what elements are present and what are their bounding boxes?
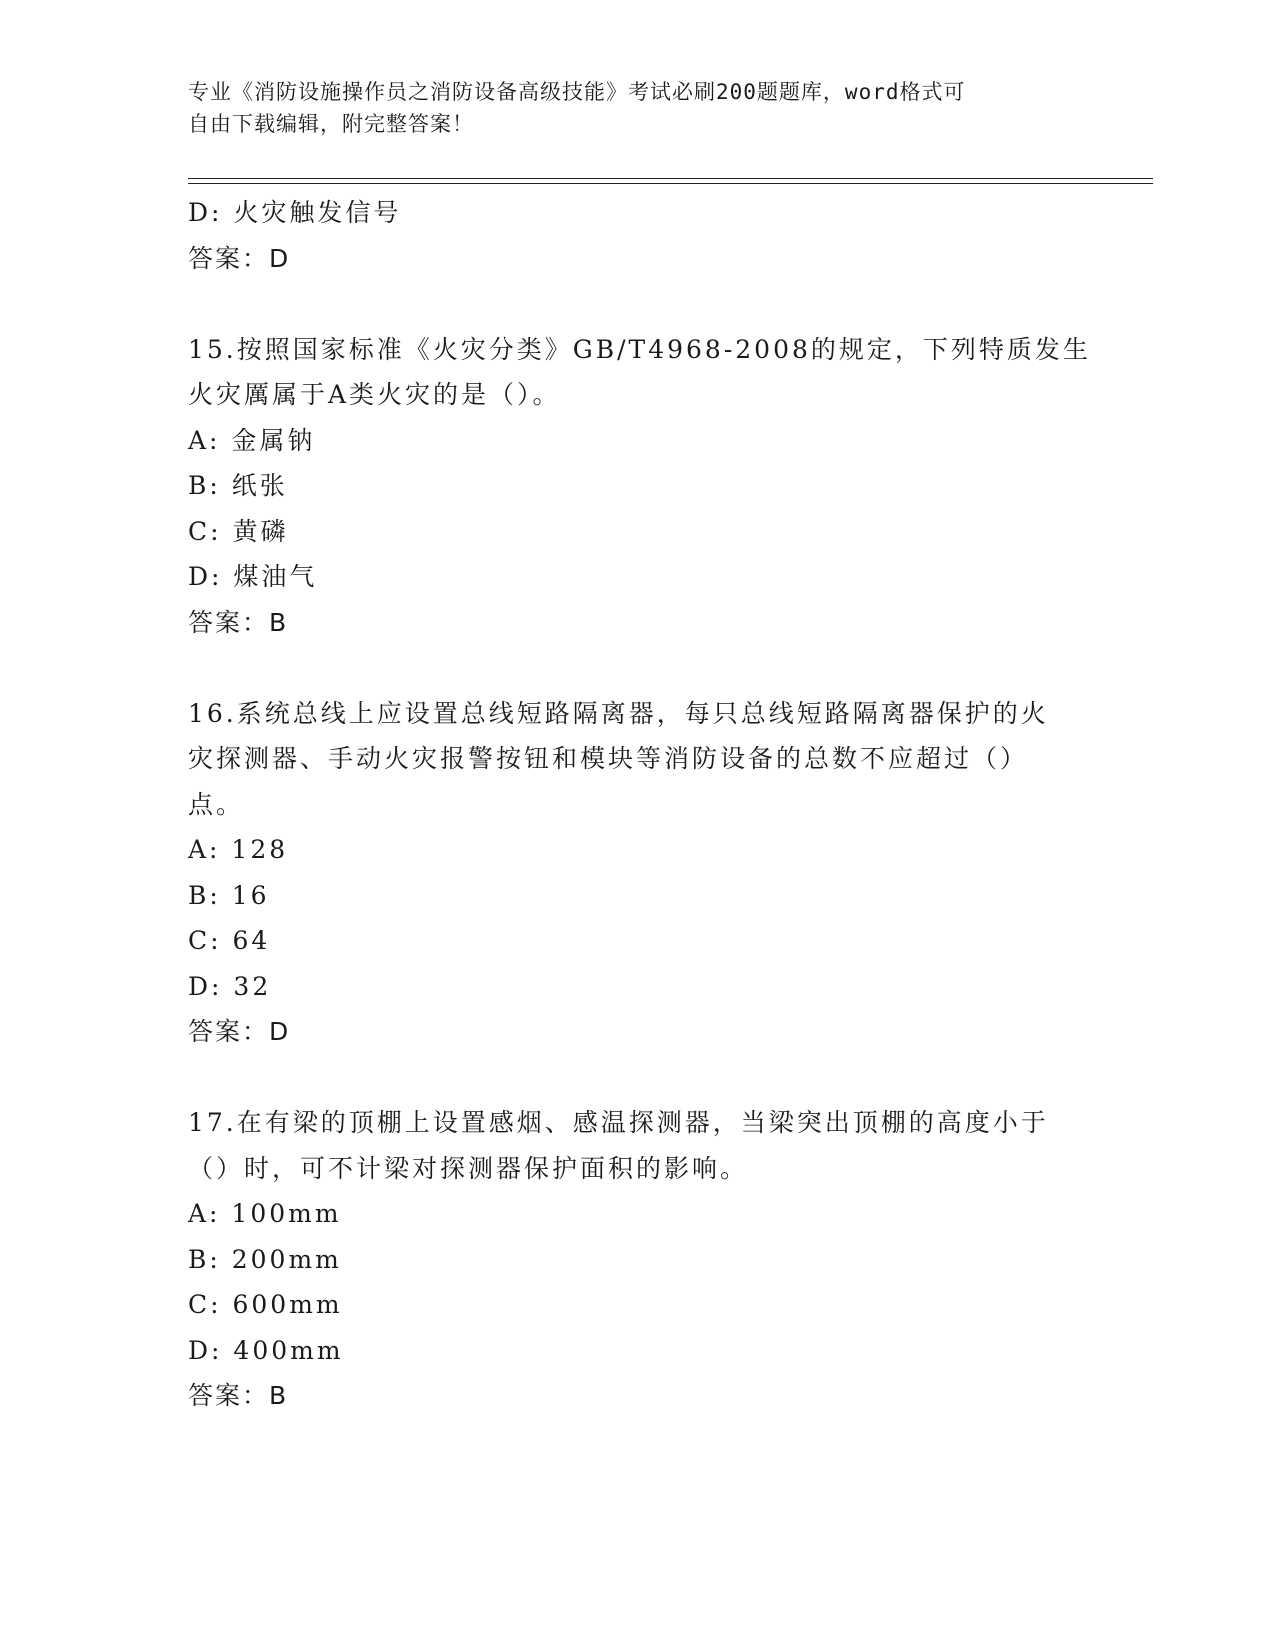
previous-question-tail: [188, 190, 1088, 281]
option-b: B: 16: [188, 880, 270, 910]
stem-line: 15.按照国家标准《火灾分类》GB/T4968-2008的规定，下列特质发生: [188, 334, 1091, 364]
option-c: C: 黄磷: [188, 516, 289, 546]
stem-line: 16.系统总线上应设置总线短路隔离器，每只总线短路隔离器保护的火: [188, 698, 1049, 728]
stem-line: 点。: [188, 789, 245, 819]
spacer: [188, 281, 1088, 327]
stem-line: 17.在有梁的顶棚上设置感烟、感温探测器，当梁突出顶棚的高度小于: [188, 1108, 1049, 1137]
option-d: D: 火灾触发信号: [188, 198, 402, 227]
option-b: B: 200mm: [188, 1244, 342, 1274]
answer-line: 答案：B: [188, 607, 289, 637]
option-a: A: 128: [188, 835, 289, 864]
answer-line: 答案：D: [188, 1017, 291, 1046]
option-a: A: 金属钠: [188, 425, 316, 455]
answer-line: 答案：D: [188, 243, 291, 273]
document-header: [188, 76, 1078, 140]
question-15: [188, 327, 1091, 646]
spacer: [188, 1055, 1088, 1101]
question-16: [188, 691, 1088, 1055]
spacer: [188, 645, 1088, 691]
header-line-2: 自由下载编辑，附完整答案！: [188, 112, 474, 136]
option-d: D: 32: [188, 971, 272, 1001]
header-divider-bottom: [188, 183, 1153, 184]
stem-line: 灾探测器、手动火灾报警按钮和模块等消防设备的总数不应超过（）: [188, 744, 1029, 773]
header-divider-top: [188, 178, 1153, 179]
stem-line: （）时，可不计梁对探测器保护面积的影响。: [188, 1153, 749, 1183]
header-line-1: 专业《消防设施操作员之消防设备高级技能》考试必刷200题题库，word格式可: [188, 80, 966, 104]
question-stem: [188, 1100, 1088, 1191]
option-d: D: 400mm: [188, 1335, 344, 1365]
answer-line: 答案：B: [188, 1381, 289, 1410]
option-c: C: 64: [188, 926, 271, 955]
question-stem: [188, 327, 1091, 418]
question-17: [188, 1100, 1088, 1419]
option-c: C: 600mm: [188, 1290, 343, 1319]
option-b: B: 纸张: [188, 471, 288, 500]
option-a: A: 100mm: [188, 1199, 342, 1228]
stem-line: 火灾厲属于A类火灾的是（）。: [188, 380, 561, 409]
question-stem: [188, 691, 1088, 828]
option-d: D: 煤油气: [188, 562, 318, 591]
question-content: [188, 190, 1091, 1419]
